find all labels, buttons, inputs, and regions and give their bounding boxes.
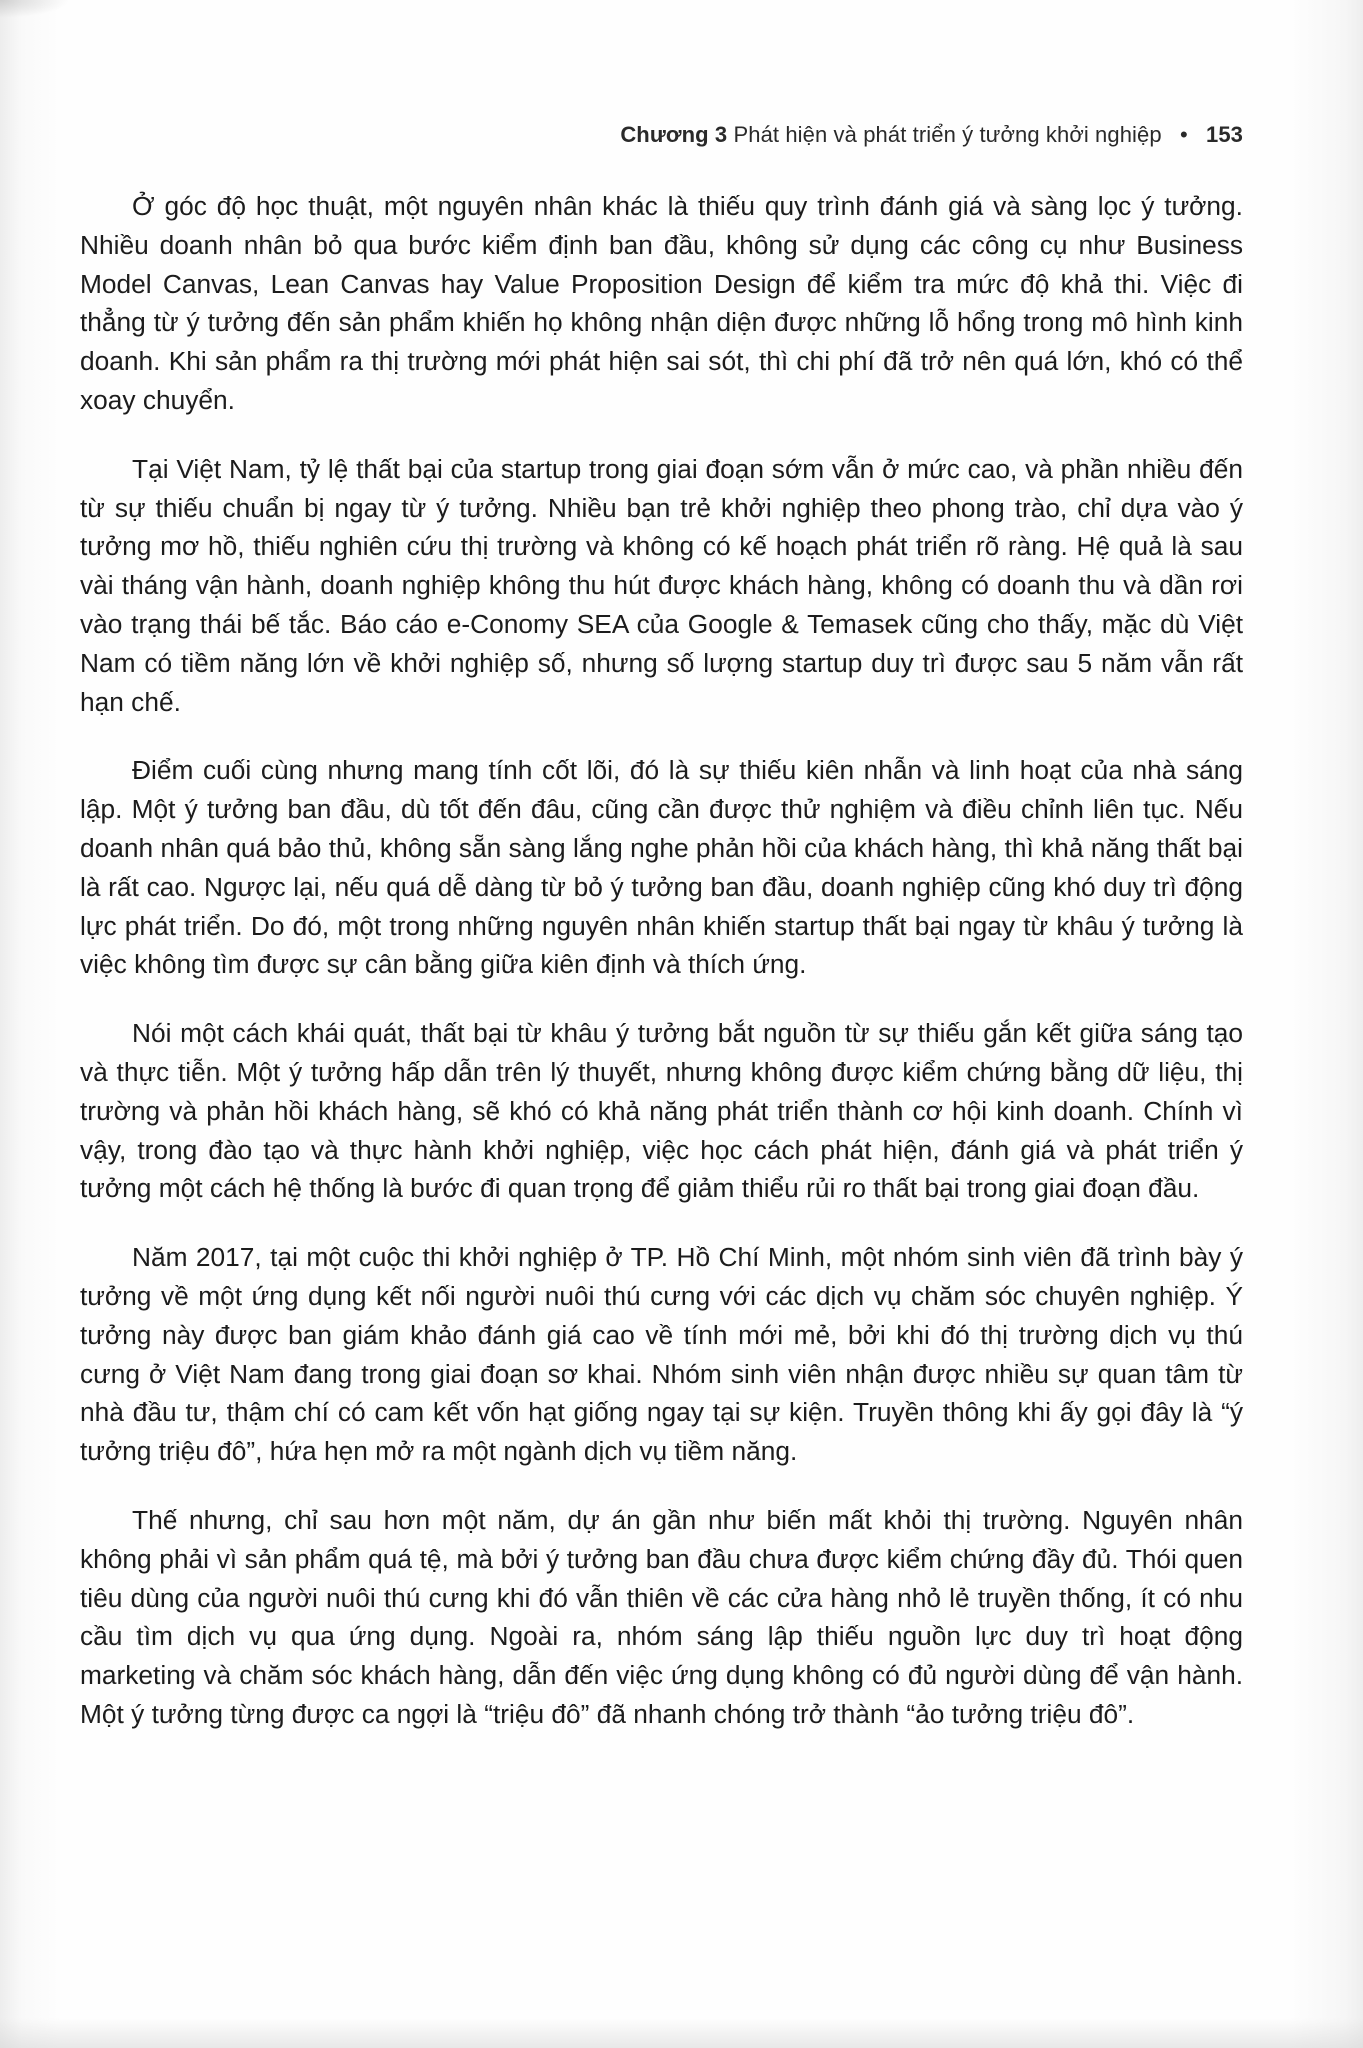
- body-text: [80, 187, 1243, 1764]
- header-separator: •: [1179, 122, 1188, 147]
- paragraph: Nói một cách khái quát, thất bại từ khâu ý tưởng bắt nguồn từ sự thiếu gắn kết giữa sáng tạo và thực tiễn. Một ý tưởng hấp dẫn trên lý thuyết, nhưng không được kiểm chứng bằng dữ liệu, thị trường và phản hồi khách hàng, sẽ khó có khả năng phát triển thành cơ hội kinh doanh. Chính vì vậy, trong đào tạo và thực hành khởi nghiệp, việc học cách phát hiện, đánh giá và phát triển ý tưởng một cách hệ thống là bước đi quan trọng để giảm thiểu rủi ro thất bại trong giai đoạn đầu.: [80, 1018, 1243, 1204]
- chapter-title: Phát hiện và phát triển ý tưởng khởi nghiệp: [733, 122, 1162, 147]
- paragraph: Năm 2017, tại một cuộc thi khởi nghiệp ở TP. Hồ Chí Minh, một nhóm sinh viên đã trình bày ý tưởng về một ứng dụng kết nối người nuôi thú cưng với các dịch vụ chăm sóc chuyên nghiệp. Ý tưởng này được ban giám khảo đánh giá cao về tính mới mẻ, bởi khi đó thị trường dịch vụ thú cưng ở Việt Nam đang trong giai đoạn sơ khai. Nhóm sinh viên nhận được nhiều sự quan tâm từ nhà đầu tư, thậm chí có cam kết vốn hạt giống ngay tại sự kiện. Truyền thông khi ấy gọi đây là “ý tưởng triệu đô”, hứa hẹn mở ra một ngành dịch vụ tiềm năng.: [80, 1242, 1243, 1467]
- paragraph: Điểm cuối cùng nhưng mang tính cốt lõi, đó là sự thiếu kiên nhẫn và linh hoạt của nhà sáng lập. Một ý tưởng ban đầu, dù tốt đến đâu, cũng cần được thử nghiệm và điều chỉnh liên tục. Nếu doanh nhân quá bảo thủ, không sẵn sàng lắng nghe phản hồi của khách hàng, thì khả năng thất bại là rất cao. Ngược lại, nếu quá dễ dàng từ bỏ ý tưởng ban đầu, doanh nghiệp cũng khó duy trì động lực phát triển. Do đó, một trong những nguyên nhân khiến startup thất bại ngay từ khâu ý tưởng là việc không tìm được sự cân bằng giữa kiên định và thích ứng.: [80, 755, 1243, 980]
- chapter-label: Chương 3: [620, 122, 728, 147]
- scan-bottom-shadow: [0, 2018, 1363, 2048]
- running-header: [620, 122, 1243, 148]
- paragraph: Ở góc độ học thuật, một nguyên nhân khác là thiếu quy trình đánh giá và sàng lọc ý tưởng. Nhiều doanh nhân bỏ qua bước kiểm định ban đầu, không sử dụng các công cụ như Business Model Canvas, Lean Canvas hay Value Proposition Design để kiểm tra mức độ khả thi. Việc đi thẳng từ ý tưởng đến sản phẩm khiến họ không nhận diện được những lỗ hổng trong mô hình kinh doanh. Khi sản phẩm ra thị trường mới phát hiện sai sót, thì chi phí đã trở nên quá lớn, khó có thể xoay chuyển.: [80, 191, 1243, 415]
- paragraph: Thế nhưng, chỉ sau hơn một năm, dự án gần như biến mất khỏi thị trường. Nguyên nhân không phải vì sản phẩm quá tệ, mà bởi ý tưởng ban đầu chưa được kiểm chứng đầy đủ. Thói quen tiêu dùng của người nuôi thú cưng khi đó vẫn thiên về các cửa hàng nhỏ lẻ truyền thống, ít có nhu cầu tìm dịch vụ qua ứng dụng. Ngoài ra, nhóm sáng lập thiếu nguồn lực duy trì hoạt động marketing và chăm sóc khách hàng, dẫn đến việc ứng dụng không có đủ người dùng để vận hành. Một ý tưởng từng được ca ngợi là “triệu đô” đã nhanh chóng trở thành “ảo tưởng triệu đô”.: [80, 1504, 1243, 1729]
- paragraph: Tại Việt Nam, tỷ lệ thất bại của startup trong giai đoạn sớm vẫn ở mức cao, và phần nhiều đến từ sự thiếu chuẩn bị ngay từ ý tưởng. Nhiều bạn trẻ khởi nghiệp theo phong trào, chỉ dựa vào ý tưởng mơ hồ, thiếu nghiên cứu thị trường và không có kế hoạch phát triển rõ ràng. Hệ quả là sau vài tháng vận hành, doanh nghiệp không thu hút được khách hàng, không có doanh thu và dần rơi vào trạng thái bế tắc. Báo cáo e-Conomy SEA của Google & Temasek cũng cho thấy, mặc dù Việt Nam có tiềm năng lớn về khởi nghiệp số, nhưng số lượng startup duy trì được sau 5 năm vẫn rất hạn chế.: [80, 453, 1243, 717]
- scan-corner-shadow: [0, 0, 70, 18]
- page-number: 153: [1205, 122, 1243, 147]
